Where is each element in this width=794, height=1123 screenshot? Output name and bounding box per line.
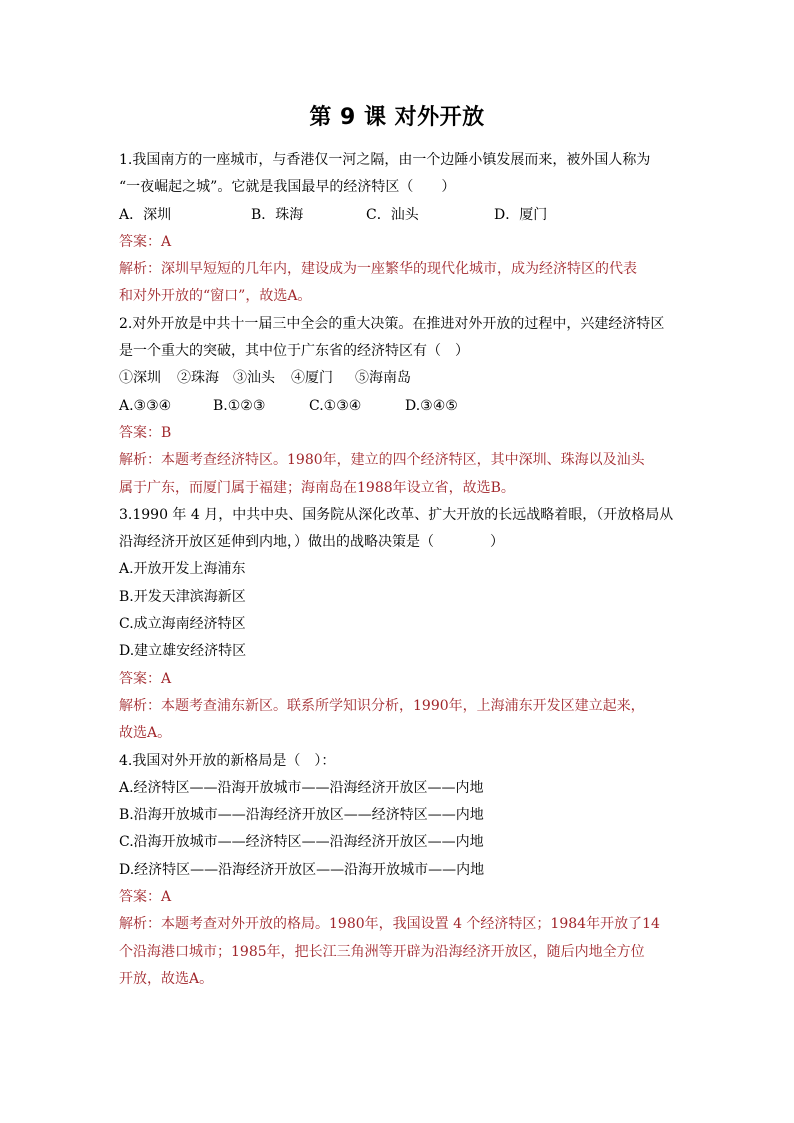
q2-items bbox=[119, 365, 679, 392]
page-title: 第 9 课 对外开放 bbox=[309, 105, 485, 130]
q3-option-d: D.建立雄安经济特区 bbox=[119, 643, 247, 660]
q3-option-c: C.成立海南经济特区 bbox=[119, 616, 246, 633]
q1-stem-line-2: “一夜崛起之城”。它就是我国最早的经济特区（ ） bbox=[119, 179, 456, 196]
q3-option-b: B.开发天津滨海新区 bbox=[119, 588, 246, 605]
q2-item-1: ①深圳 bbox=[119, 370, 161, 387]
q2-option-a: A.③③④ bbox=[119, 397, 172, 414]
q3-analysis-line-1: 解析：本题考查浦东新区。联系所学知识分析，1990年，上海浦东开发区建立起来， bbox=[119, 697, 645, 714]
q1-option-a: A．深圳 bbox=[119, 206, 172, 223]
q1-answer: 答案：A bbox=[119, 233, 172, 250]
q2-stem-line-1: 2.对外开放是中共十一届三中全会的重大决策。在推进对外开放的过程中，兴建经济特区 bbox=[119, 315, 665, 332]
q2-stem-line-2: 是一个重大的突破，其中位于广东省的经济特区有（ ） bbox=[119, 343, 469, 360]
q4-option-b: B.沿海开放城市——沿海经济开放区——经济特区——内地 bbox=[119, 807, 484, 824]
q1-analysis-line-2: 和对外开放的“窗口”，故选A。 bbox=[119, 288, 312, 305]
q1-option-c: C．汕头 bbox=[366, 206, 419, 223]
q2-option-b: B.①②③ bbox=[213, 397, 266, 414]
q2-item-2: ②珠海 bbox=[177, 370, 219, 387]
q4-option-c: C.沿海开放城市——经济特区——沿海经济开放区——内地 bbox=[119, 834, 484, 851]
q2-option-c: C.①③④ bbox=[309, 397, 362, 414]
question-list bbox=[119, 147, 679, 993]
q1-analysis-line-1: 解析：深圳早短短的几年内，建设成为一座繁华的现代化城市，成为经济特区的代表 bbox=[119, 261, 637, 278]
q3-answer: 答案：A bbox=[119, 670, 172, 687]
q2-item-4: ④厦门 bbox=[291, 370, 333, 387]
q2-item-5: ⑤海南岛 bbox=[355, 370, 411, 387]
q2-analysis-line-2: 属于广东，而厦门属于福建；海南岛在1988年设立省，故选B。 bbox=[119, 479, 515, 496]
q3-stem-line-1: 3.1990 年 4 月，中共中央、国务院从深化改革、扩大开放的长远战略着眼，（开放格局从 bbox=[119, 506, 674, 523]
q2-option-d: D.③④⑤ bbox=[405, 397, 458, 414]
q2-analysis-line-1: 解析：本题考查经济特区。1980年，建立的四个经济特区，其中深圳、珠海以及汕头 bbox=[119, 452, 645, 469]
q3-option-a: A.开放开发上海浦东 bbox=[119, 561, 246, 578]
q1-stem-line-1: 1.我国南方的一座城市，与香港仅一河之隔，由一个边陲小镇发展而来，被外国人称为 bbox=[119, 152, 651, 168]
q2-answer: 答案：B bbox=[119, 424, 172, 441]
q1-option-b: B．珠海 bbox=[251, 206, 304, 223]
q4-stem: 4.我国对外开放的新格局是（ ）： bbox=[119, 752, 336, 769]
q2-item-3: ③汕头 bbox=[233, 370, 275, 387]
q1-option-d: D．厦门 bbox=[494, 206, 548, 223]
q3-stem-line-2: 沿海经济开放区延伸到内地，）做出的战略决策是（ ） bbox=[119, 534, 504, 551]
q2-options bbox=[119, 393, 679, 420]
q1-options bbox=[119, 202, 679, 229]
q4-analysis-line-1: 解析：本题考查对外开放的格局。1980年，我国设置 4 个经济特区；1984年开放了14 bbox=[119, 916, 660, 933]
q4-analysis-line-2: 个沿海港口城市；1985年，把长江三角洲等开辟为沿海经济开放区，随后内地全方位 bbox=[119, 943, 645, 960]
q4-analysis-line-3: 开放，故选A。 bbox=[119, 970, 214, 987]
q4-answer: 答案：A bbox=[119, 889, 172, 906]
q4-option-a: A.经济特区——沿海开放城市——沿海经济开放区——内地 bbox=[119, 779, 484, 796]
q3-analysis-line-2: 故选A。 bbox=[119, 725, 172, 742]
q4-option-d: D.经济特区——沿海经济开放区——沿海开放城市——内地 bbox=[119, 861, 485, 878]
